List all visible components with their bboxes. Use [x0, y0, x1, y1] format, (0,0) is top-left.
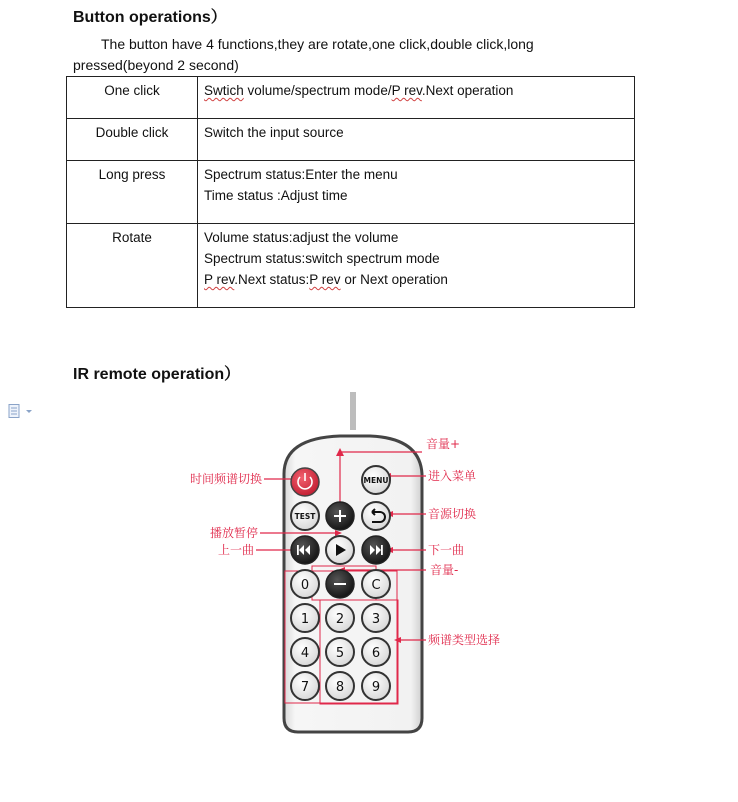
desc-text: Swtich: [204, 83, 244, 98]
table-cell-description: [198, 119, 635, 161]
table-cell-action: Rotate: [67, 224, 198, 308]
desc-text: Time status :Adjust time: [204, 188, 348, 203]
table-cell-description: [198, 161, 635, 224]
digit-0-label: 0: [300, 578, 310, 593]
digit-5-label: 5: [335, 646, 345, 661]
intro-line-1: The button have 4 functions,they are rotate,one click,double click,long: [101, 36, 534, 52]
desc-text: P rev: [391, 83, 422, 98]
table-cell-description: [198, 77, 635, 119]
label-volume-down: 音量-: [430, 563, 459, 577]
desc-text: .Next status:: [234, 272, 310, 287]
menu-button-label: MENU: [363, 476, 389, 485]
digit-8-label: 8: [335, 680, 345, 695]
button-operations-table: [66, 76, 635, 308]
desc-text: Volume status:adjust the volume: [204, 230, 399, 245]
digit-6-label: 6: [371, 646, 381, 661]
table-row: [67, 119, 635, 161]
document-icon[interactable]: [8, 404, 34, 423]
digit-1-label: 1: [300, 612, 310, 627]
label-time-spectrum-switch: 时间频谱切换: [189, 472, 262, 486]
ir-window: [350, 392, 356, 430]
table-row: [67, 77, 635, 119]
desc-text: Spectrum status:switch spectrum mode: [204, 251, 440, 266]
label-prev-track: 上一曲: [217, 543, 254, 557]
label-enter-menu: 进入菜单: [428, 469, 477, 483]
table-row: [67, 224, 635, 308]
desc-text: P rev: [204, 272, 235, 287]
desc-text: volume/spectrum mode/: [243, 83, 392, 98]
label-volume-up: 音量+: [426, 437, 461, 451]
button-intro-paragraph: [73, 34, 593, 76]
desc-text: .Next operation: [421, 83, 514, 98]
table-cell-action: One click: [67, 77, 198, 119]
label-play-pause: 播放暂停: [209, 526, 258, 540]
desc-text: Switch the input source: [204, 125, 344, 140]
label-spectrum-type: 频谱类型选择: [428, 633, 501, 647]
digit-pad: [291, 604, 390, 700]
label-source-switch: 音源切换: [428, 507, 477, 521]
ir-remote-heading: IR remote operation）: [73, 366, 241, 383]
power-button[interactable]: [291, 468, 319, 496]
ir-remote-figure: [160, 388, 580, 753]
digit-2-label: 2: [335, 612, 345, 627]
intro-line-2: pressed(beyond 2 second): [73, 57, 239, 73]
digit-4-label: 4: [300, 646, 310, 661]
desc-text: or Next operation: [340, 272, 448, 287]
table-cell-action: Double click: [67, 119, 198, 161]
desc-text: Spectrum status:Enter the menu: [204, 167, 398, 182]
table-cell-action: Long press: [67, 161, 198, 224]
table-row: [67, 161, 635, 224]
digit-3-label: 3: [371, 612, 381, 627]
test-button-label: TEST: [294, 512, 316, 521]
table-cell-description: [198, 224, 635, 308]
desc-text: P rev: [309, 272, 341, 287]
digit-7-label: 7: [300, 680, 310, 695]
digit-9-label: 9: [371, 680, 381, 695]
button-operations-heading: Button operations）: [73, 9, 227, 26]
label-next-track: 下一曲: [428, 543, 465, 557]
c-button-label: C: [371, 578, 381, 593]
